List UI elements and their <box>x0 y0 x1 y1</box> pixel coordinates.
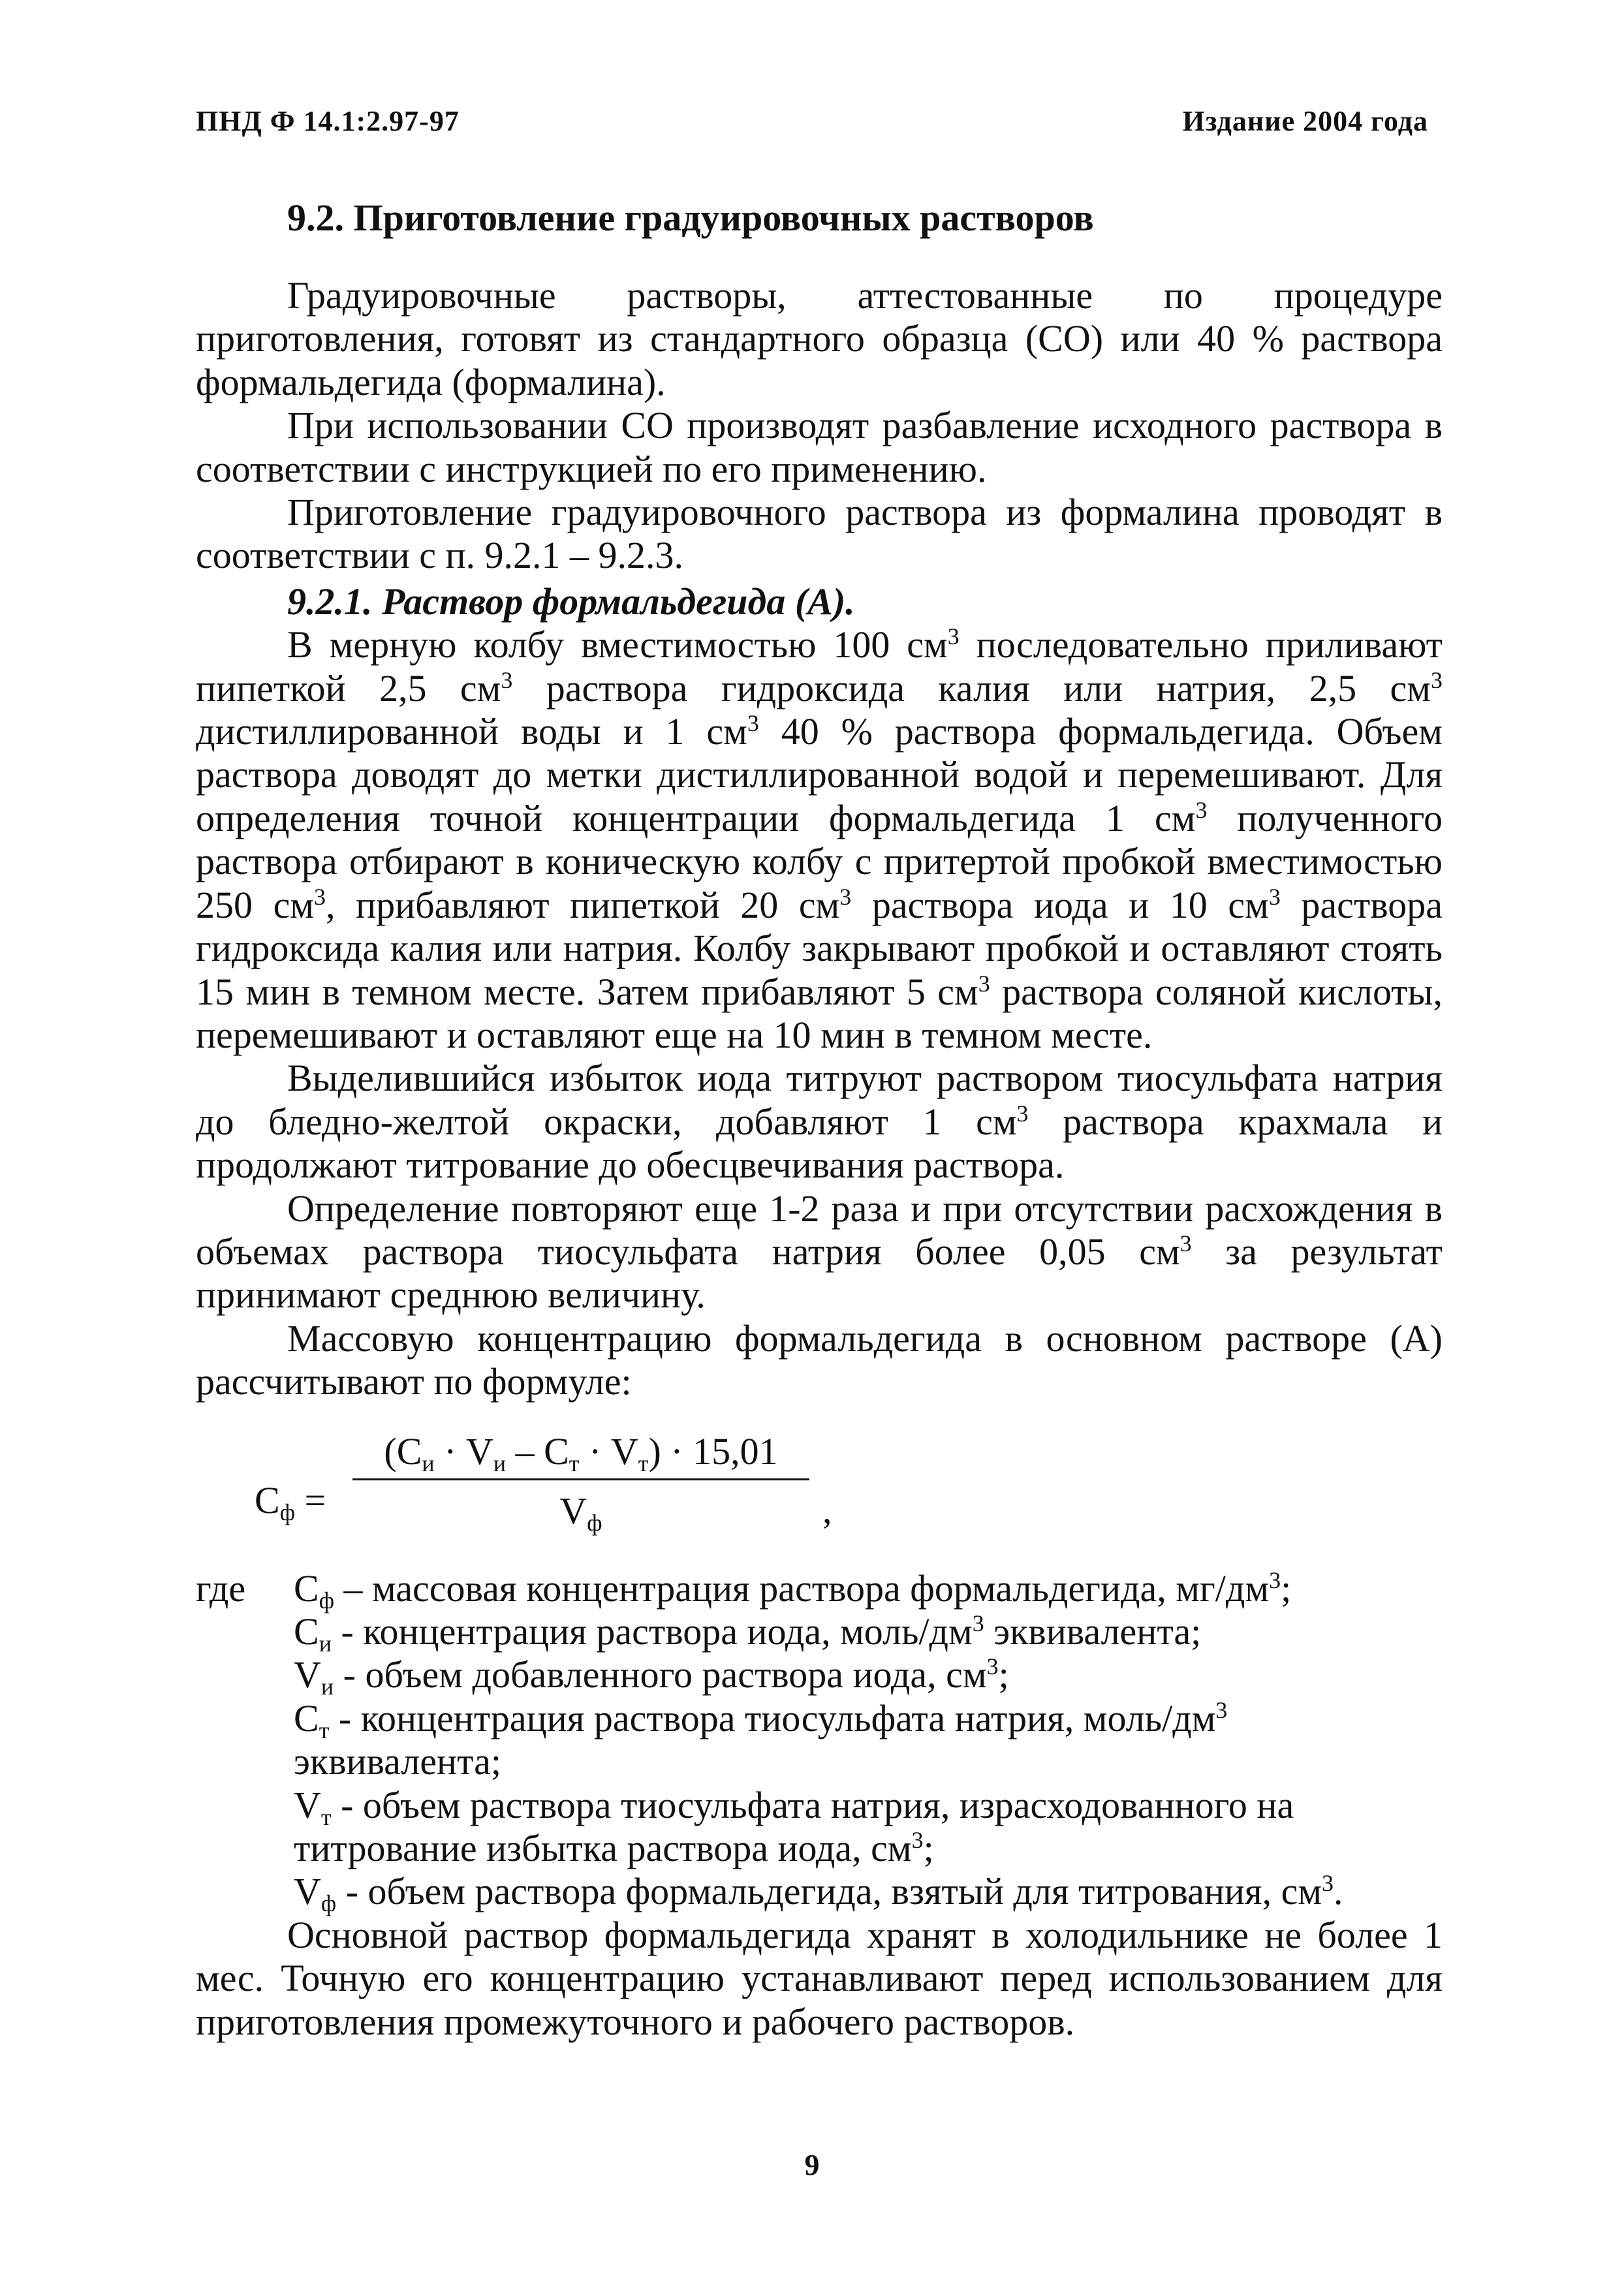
formula-denominator: $V_ф$ <box>559 1489 602 1536</box>
paragraph-repeat: Определение повторяют еще 1-2 раза и при отсутствии расхождения в объемах раствора тиосульфата натрия более 0,05 $см^3$ за результат принимают среднюю величину. <box>196 1187 1443 1317</box>
formula-comma: , <box>822 1488 832 1531</box>
definition-item: $V_ф$ - объем раствора формальдегида, взятый для титрования, $см^3$. <box>294 1870 1343 1917</box>
definition-item: $C_и$ - концентрация раствора иода, моль/$дм^3$ эквивалента; <box>294 1610 1202 1657</box>
paragraph-procedure: В мерную колбу вместимостью 100 $см^3$ последовательно приливают пипеткой 2,5 $см^3$ раствора гидроксида калия или натрия, 2,5 $см^3$ дистиллированной воды и 1 $см^3$ 40 % раствора формальдегида. Объем раствора доводят до метки дистиллированной водой и перемешивают. Для определения точной концентрации формальдегида 1 $см^3$ полученного раствора отбирают в коническую колбу с притертой пробкой вместимостью 250 $см^3$, прибавляют пипеткой 20 $см^3$ раствора иода и 10 $см^3$ раствора гидроксида калия или натрия. Колбу закрывают пробкой и оставляют стоять 15 мин в темном месте. Затем прибавляют 5 $см^3$ раствора соляной кислоты, перемешивают и оставляют еще на 10 мин в темном месте. <box>196 623 1443 1056</box>
definition-item: $C_ф$ – массовая концентрация раствора формальдегида, $мг/дм^3$; <box>294 1567 1292 1614</box>
paragraph-storage: Основной раствор формальдегида хранят в холодильнике не более 1 мес. Точную его концентрацию устанавливают перед использованием для приготовления промежуточного и рабочего растворов. <box>196 1913 1443 2043</box>
variable-definitions <box>196 1567 1443 1917</box>
header-edition: Издание 2004 года <box>1182 105 1428 137</box>
paragraph-formula-intro: Массовую концентрацию формальдегида в основном растворе (А) рассчитывают по формуле: <box>196 1317 1443 1403</box>
formula-numerator: $(C_и \cdot V_и - C_т \cdot V_т) \cdot 15,01$ <box>384 1429 778 1476</box>
definition-item: $V_т$ - объем раствора тиосульфата натрия, израсходованного на титрование избытка раствора иода, $см^3$; <box>294 1783 1294 1869</box>
subsection-title: 9.2.1. Раствор формальдегида (А). <box>287 580 855 623</box>
formula-fraction <box>352 1429 809 1536</box>
paragraph: При использовании СО производят разбавление исходного раствора в соответствии с инструкцией по его применению. <box>196 404 1443 490</box>
paragraph-titration: Выделившийся избыток иода титруют раствором тиосульфата натрия до бледно-желтой окраски, добавляют 1 $см^3$ раствора крахмала и продолжают титрование до обесцвечивания раствора. <box>196 1057 1443 1187</box>
paragraph: Приготовление градуировочного раствора из формалина проводят в соответствии с п. 9.2.1 – 9.2.3. <box>196 491 1443 577</box>
section-title: 9.2. Приготовление градуировочных растворов <box>287 196 1094 239</box>
concentration-formula <box>196 1430 1443 1561</box>
definition-item: $C_т$ - концентрация раствора тиосульфата натрия, моль/$дм^3$ эквивалента; <box>294 1696 1228 1783</box>
formula-lhs: $C_ф$ = <box>255 1478 326 1525</box>
paragraph: Градуировочные растворы, аттестованные по процедуре приготовления, готовят из стандартного образца (СО) или 40 % раствора формальдегида (формалина). <box>196 274 1443 403</box>
body-text <box>196 274 1443 2044</box>
where-label: где <box>196 1567 246 1610</box>
page-number: 9 <box>804 2148 820 2181</box>
definition-item: $V_и$ - объем добавленного раствора иода, $см^3$; <box>294 1653 1009 1700</box>
header-document-code: ПНД Ф 14.1:2.97-97 <box>196 105 460 137</box>
